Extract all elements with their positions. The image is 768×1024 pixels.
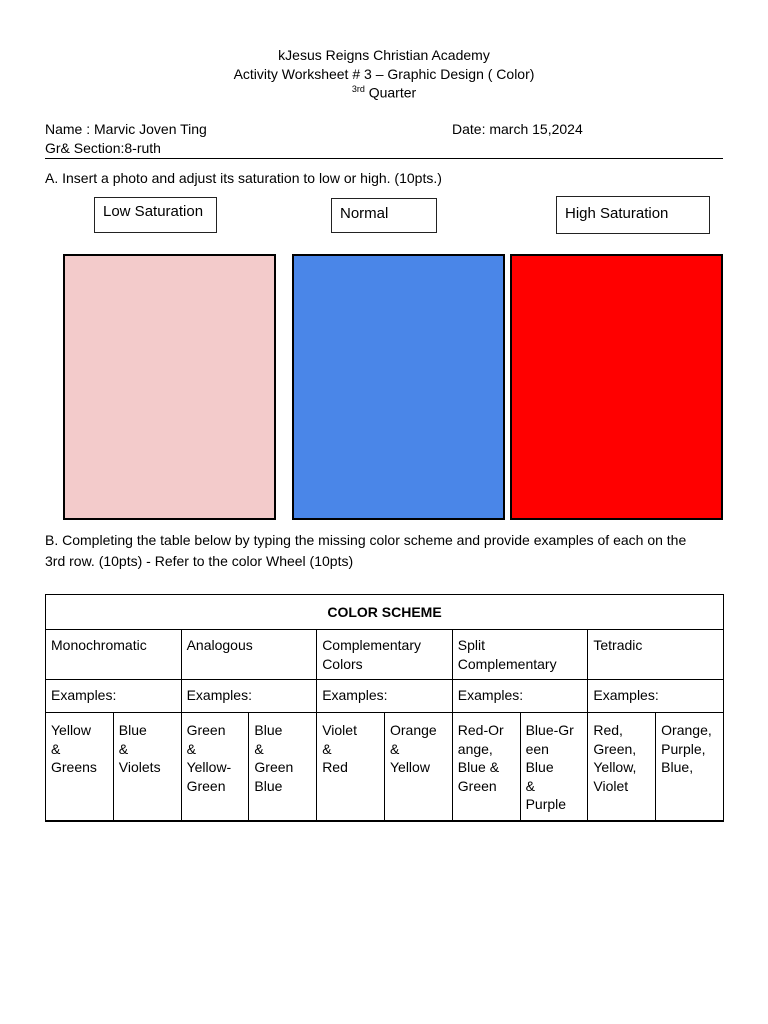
header-divider [45, 158, 723, 159]
grade-section: Gr& Section:8-ruth [45, 140, 161, 156]
examples-label: Examples: [181, 680, 317, 713]
scheme-split-complementary: Split Complementary [452, 630, 588, 680]
examples-label: Examples: [588, 680, 724, 713]
scheme-monochromatic: Monochromatic [46, 630, 182, 680]
low-saturation-label: Low Saturation [94, 197, 217, 233]
part-b-instruction-line1: B. Completing the table below by typing the missing color scheme and provide examples of each on the [45, 532, 687, 548]
example-cell: Violet & Red [317, 713, 385, 821]
examples-label: Examples: [317, 680, 453, 713]
normal-swatch [292, 254, 505, 520]
example-cell: Orange & Yellow [384, 713, 452, 821]
quarter-label: Quarter [368, 84, 417, 101]
example-cell: Blue & Green Blue [249, 713, 317, 821]
example-cell: Red-Or ange, Blue & Green [452, 713, 520, 821]
date: Date: march 15,2024 [452, 121, 583, 137]
example-cell: Orange, Purple, Blue, [656, 713, 724, 821]
example-cell: Red, Green, Yellow, Violet [588, 713, 656, 821]
scheme-complementary: Complementary Colors [317, 630, 453, 680]
part-a-instruction: A. Insert a photo and adjust its saturation to low or high. (10pts.) [45, 170, 442, 186]
part-b-instruction-line2: 3rd row. (10pts) - Refer to the color Wheel (10pts) [45, 553, 354, 569]
example-cell: Blue-Gr een Blue & Purple [520, 713, 588, 821]
student-name: Name : Marvic Joven Ting [45, 121, 207, 137]
example-cell: Blue & Violets [113, 713, 181, 821]
high-saturation-label: High Saturation [556, 196, 710, 234]
activity-title: Activity Worksheet # 3 – Graphic Design ( Color) [233, 66, 535, 82]
examples-label: Examples: [46, 680, 182, 713]
scheme-tetradic: Tetradic [588, 630, 724, 680]
scheme-analogous: Analogous [181, 630, 317, 680]
school-name: kJesus Reigns Christian Academy [278, 47, 490, 63]
low-saturation-swatch [63, 254, 276, 520]
high-saturation-swatch [510, 254, 723, 520]
color-scheme-table [45, 594, 724, 822]
example-cell: Yellow & Greens [46, 713, 114, 821]
quarter-line [0, 84, 768, 101]
quarter-superscript: 3rd [351, 84, 365, 94]
table-title: COLOR SCHEME [46, 595, 724, 630]
normal-label: Normal [331, 198, 437, 233]
examples-label: Examples: [452, 680, 588, 713]
example-cell: Green & Yellow- Green [181, 713, 249, 821]
